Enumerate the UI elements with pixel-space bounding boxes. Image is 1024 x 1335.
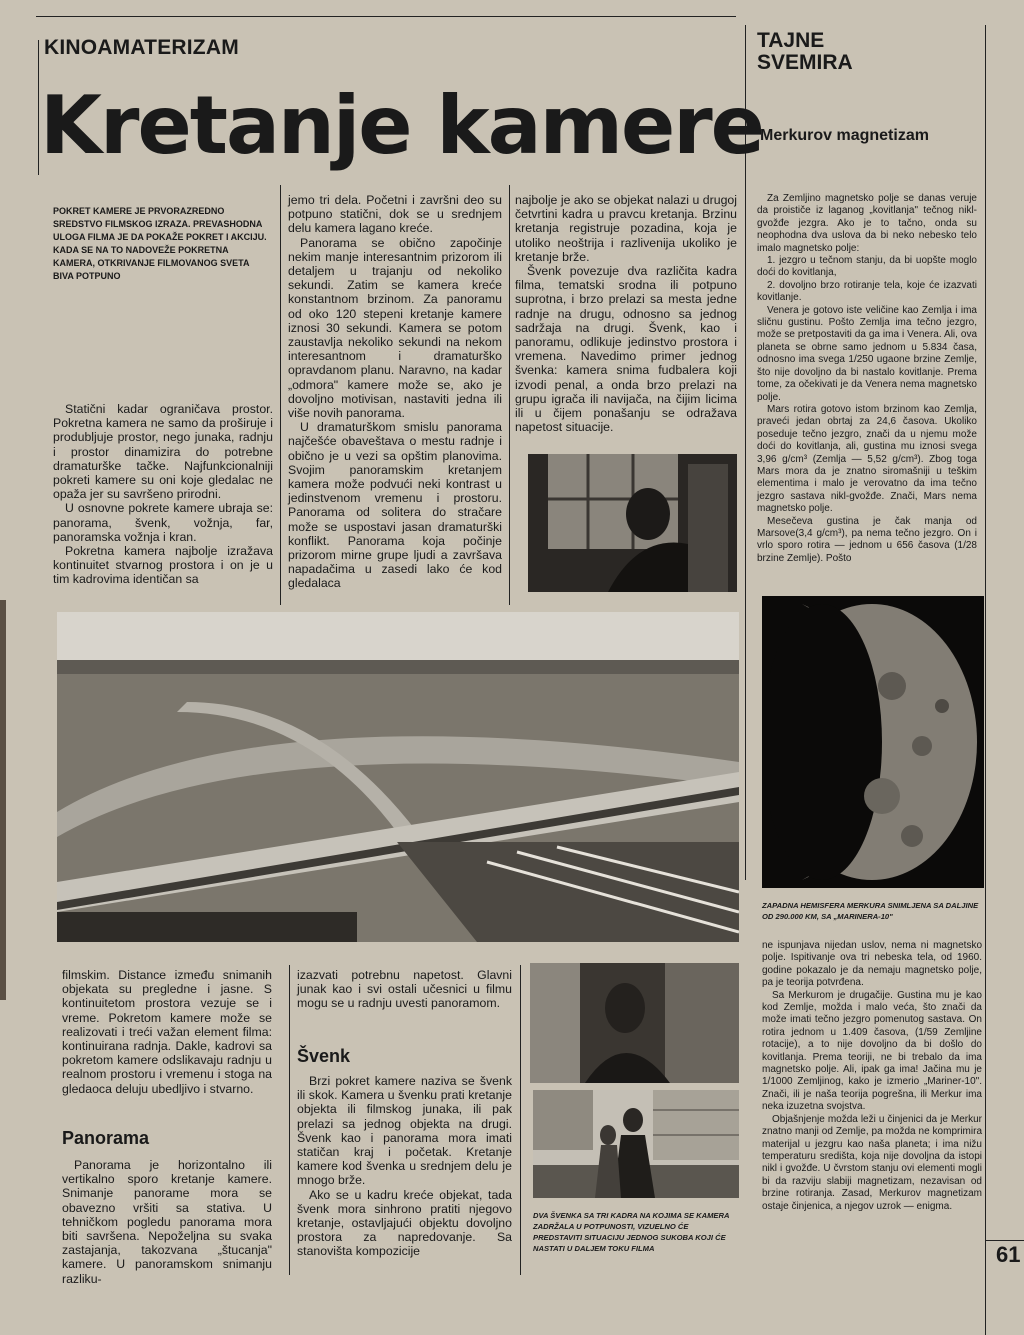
column-1-bottom xyxy=(62,968,272,1096)
photo-couple-street xyxy=(533,1090,739,1198)
sidebar-column-top xyxy=(757,193,977,565)
header-left-rule xyxy=(38,40,39,175)
paragraph: U osnovne pokrete kamere ubraja se: panorama, švenk, vožnja, far, panoramska vožnja i kran. xyxy=(53,501,273,544)
lead-paragraph: POKRET KAMERE JE PRVORAZREDNO SREDSTVO FILMSKOG IZRAZA. PREVASHODNA ULOGA FILMA JE DA POKAŽE POKRET I AKCIJU. KADA SE NA TO NADOVEŽE POKRETNA KAMERA, OTKRIVANJE FILMOVANOG SVETA BIVA POTPUNO xyxy=(53,206,267,281)
paragraph: 2. dovoljno brzo rotiranje tela, koje će izazvati kovitlanje. xyxy=(757,279,977,304)
photo-man-at-window xyxy=(528,454,737,592)
paragraph: Brzi pokret kamere naziva se švenk ili skok. Kamera u švenku prati kretanje objekta ili filmskog junaka, ili pak prelazi sa jednog objekta na drugi. Švenk kao i panorama mora imati statičan kraj i početak. Kretanje kamere kod švenka u srednjem delu je mnogo brže. xyxy=(297,1074,512,1188)
sidebar-column-bottom xyxy=(762,940,982,1213)
subhead-svenk: Švenk xyxy=(297,1046,351,1066)
paragraph: Venera je gotovo iste veličine kao Zemlja i ima sličnu gustinu. Pošto Zemlja ima tečno jezgro, može se pretpostaviti da ga ima i Venera. Ali, ova planeta se obrne samo jednom u 5.834 časa, odnosno ima svega 1/250 ugaone brzine Zemlje, što nije dovoljno da bi nastalo kovitlanje. Prema tome, za očekivati je da Venera nema magnetsko polje. xyxy=(757,304,977,403)
paragraph: Objašnjenje možda leži u činjenici da je Merkur znatno manji od Zemlje, pa možda ne komprimira materijal u jezgru kao naša planeta; i ima nižu temperaturu središta, koja nije dovoljna da istopi nikl i gvožđe. U čvrstom stanju ovi elementi mogli bi da razviju slabiji magnetizam, nezavisan od brzine rotiranja. Zasad, Merkurov magnetizam ostaje činjenica, a njegov uzrok — enigma. xyxy=(762,1113,982,1212)
side-title: Merkurov magnetizam xyxy=(760,127,929,144)
paragraph: Mars rotira gotovo istom brzinom kao Zemlja, praveći jedan obrtaj za 24,6 časova. Ukoliko poseduje tečno jezgro, znači da u njemu može doći do kovitlanja, ali, gustina mu iznosi svega 3,96 g/cm³ (Zemlja — 5,52 g/cm³). Zbog toga Mars mora da je znatno siromašniji u teškim elementima i malo je verovatno da ima tečno jezgro sastava nikl-gvožđe. Znači, Mars nema magnetsko polje. xyxy=(757,403,977,515)
paragraph: Pokretna kamera najbolje izražava kontinuitet stvarnog prostora i on je u tim kadrovima identičan sa xyxy=(53,544,273,587)
headline: Kretanje kamere xyxy=(40,79,763,172)
top-rule xyxy=(36,16,736,17)
column-2-bottom xyxy=(297,968,512,1011)
column-rule-2 xyxy=(509,185,510,605)
page-number: 61 xyxy=(996,1242,1021,1267)
photo-mercury xyxy=(762,596,984,888)
section-label: KINOAMATERIZAM xyxy=(44,36,239,59)
paragraph: Panorama je horizontalno ili vertikalno sporo kretanje kamere. Snimanje panorame mora se obavezno vršiti sa stativa. U tehničkom pogledu panorama mora biti savršena. Nepoželjna su svaka zastajanja, takozvana „štucanja" kamere. U panoramskom snimanju razliku- xyxy=(62,1158,272,1286)
column-rule-3 xyxy=(289,965,290,1275)
column-3-top xyxy=(515,193,737,434)
photo-highway-interchange xyxy=(57,612,739,942)
paragraph: Ako se u kadru kreće objekat, tada švenk mora sinhrono pratiti njegovo kretanje, ostavljajući objektu dovoljno prostora za napredovanje. Sa stanovišta kompozicije xyxy=(297,1187,512,1259)
side-section-line-1: TAJNE xyxy=(757,29,825,52)
column-2-svenk xyxy=(297,1074,512,1259)
paragraph: jemo tri dela. Početni i završni deo su potpuno statični, dok se u srednjem delu kamera lagano kreće. xyxy=(288,193,502,236)
paragraph: Švenk povezuje dva različita kadra filma, tematski srodna ili potpuno suprotna, i brzo prelazi sa mesta jedne radnje na drugu, odnosno sa jednog sadržaja na drugi. Švenk, kao i panoramu, odlikuje jedinstvo prostora i vremena. Navedimo primer jednog švenka: kamera snima fudbalera koji izvodi penal, a onda brzo prelazi na grupu igrača ili navijača, na čijim licima ili u čijem ponašanju se odražava napetost situacije. xyxy=(515,264,737,435)
side-section-label xyxy=(757,30,853,74)
column-1-top xyxy=(53,402,273,587)
subhead-panorama: Panorama xyxy=(62,1128,150,1148)
paragraph: 1. jezgro u tečnom stanju, da bi uopšte moglo doći do kovitlanja, xyxy=(757,255,977,279)
column-1-panorama xyxy=(62,1158,272,1286)
side-section-line-2: SVEMIRA xyxy=(757,51,853,74)
right-rule xyxy=(985,25,986,1335)
caption-svenk: DVA ŠVENKA SA TRI KADRA NA KOJIMA SE KAMERA ZADRŽALA U POTPUNOSTI, VIZUELNO ĆE PREDSTAVITI SITUACIJU JEDNOG SUKOBA KOJI ĆE NASTATI U DALJEM TOKU FILMA xyxy=(533,1211,730,1253)
paragraph: filmskim. Distance između snimanih objekata su pregledne i jasne. S kontinuitetom prostora vezuje se i vreme. Pokretom kamere može se realizovati i treći važan element filma: kontinuirana radnja. Dakle, kadrovi sa pokretom kamere odslikavaju radnju u realnom prostoru i vremenu i stoga na gledaoca deluju ubedljivo i stvarno. xyxy=(62,968,272,1096)
paragraph: U dramaturškom smislu panorama najčešće obaveštava o mestu radnje i obično je u vezi sa opštim planovima. Svojim panoramskim kretanjem kamera može podvući neki kontrast u jedinstvenom vremenu i prostoru. Panorama od solitera do stračare može se uspostavi jasan dramaturški konflikt. Panorama koja počinje prizorom mirne grupe ljudi a završava napadačima u zasedi lako će kod gledalaca xyxy=(288,420,502,591)
paragraph: Za Zemljino magnetsko polje se danas veruje da proističe iz laganog „kovitlanja" tečnog nikl-gvožđe jezgra. Ako je to tačno, onda su neophodna dva uslova da bi neko nebesko telo imalo magnetsko polje: xyxy=(757,193,977,254)
column-2-top xyxy=(288,193,502,591)
paragraph: Mesečeva gustina je čak manja od Marsove(3,4 g/cm³), pa nema tečno jezgro. On i vrlo sporo rotira — jednom u 656 časova (1/28 brzine Zemlje). Pošto xyxy=(757,515,977,564)
column-rule-4 xyxy=(520,965,521,1275)
page-edge-shadow xyxy=(0,600,6,1000)
paragraph: Statični kadar ograničava prostor. Pokretna kamera ne samo da proširuje i produbljuje prostor, nego junaka, radnju i prostor dinamizira do potrebne dramaturške tačke. Najfunkcionalniji pokreti kamere su oni koje gledalac ne opaža jer su savršeno prirodni. xyxy=(53,402,273,502)
paragraph: izazvati potrebnu napetost. Glavni junak kao i svi ostali učesnici u filmu mogu se u radnju uvesti panoramom. xyxy=(297,968,512,1011)
caption-mercury: ZAPADNA HEMISFERA MERKURA SNIMLJENA SA DALJINE OD 290.000 KM, SA „MARINERA-10" xyxy=(762,901,979,921)
paragraph: ne ispunjava nijedan uslov, nema ni magnetsko polje. Ispitivanje ova tri nebeska tela, od 1960. godine pokazalo je da nemaju magnetsko polje, pa je teorija potvrđena. xyxy=(762,940,982,989)
page-number-rule xyxy=(985,1240,1024,1241)
paragraph: Sa Merkurom je drugačije. Gustina mu je kao kod Zemlje, možda i malo veća, što znači da može imati tečno jezgro pomenutog sastava. On rotira jednom u 1.409 časova, (1/59 Zemljine rotacije), a to nije dovoljno da bi došlo do kovitlanja. Prema teoriji, ne bi trebalo da ima magnetsko polje. Ali, ipak ga ima! Jačina mu je 1/1000 Zemljinog, kako je izmerio „Mariner-10". Znači, ili je naša teorija pogrešna, ili Merkur ima neka izuzetna svojstva. xyxy=(762,989,982,1113)
paragraph: najbolje je ako se objekat nalazi u drugoj četvrtini kadra u pravcu kretanja. Brzinu kretanja registruje pozadina, koja je utoliko neoštrija i razlivenija ukoliko je kretanje brže. xyxy=(515,193,737,264)
paragraph: Panorama se obično započinje nekim manje interesantnim prizorom ili detaljem u trajanju od nekoliko sekundi. Zatim se kamera kreće konstantnom brzinom. Za panoramu od oko 120 stepeni kretanje kamere iznosi 30 sekundi. Kamera se potom zaustavlja nekoliko sekundi na nekom interesantnom i dramaturško opravdanom planu. Naravno, na kadar „odmora" kamere može se, ako je dovoljno motivisan, nastaviti jedna ili više novih panorama. xyxy=(288,235,502,421)
column-rule-1 xyxy=(280,185,281,605)
photo-woman-on-phone xyxy=(530,963,739,1083)
